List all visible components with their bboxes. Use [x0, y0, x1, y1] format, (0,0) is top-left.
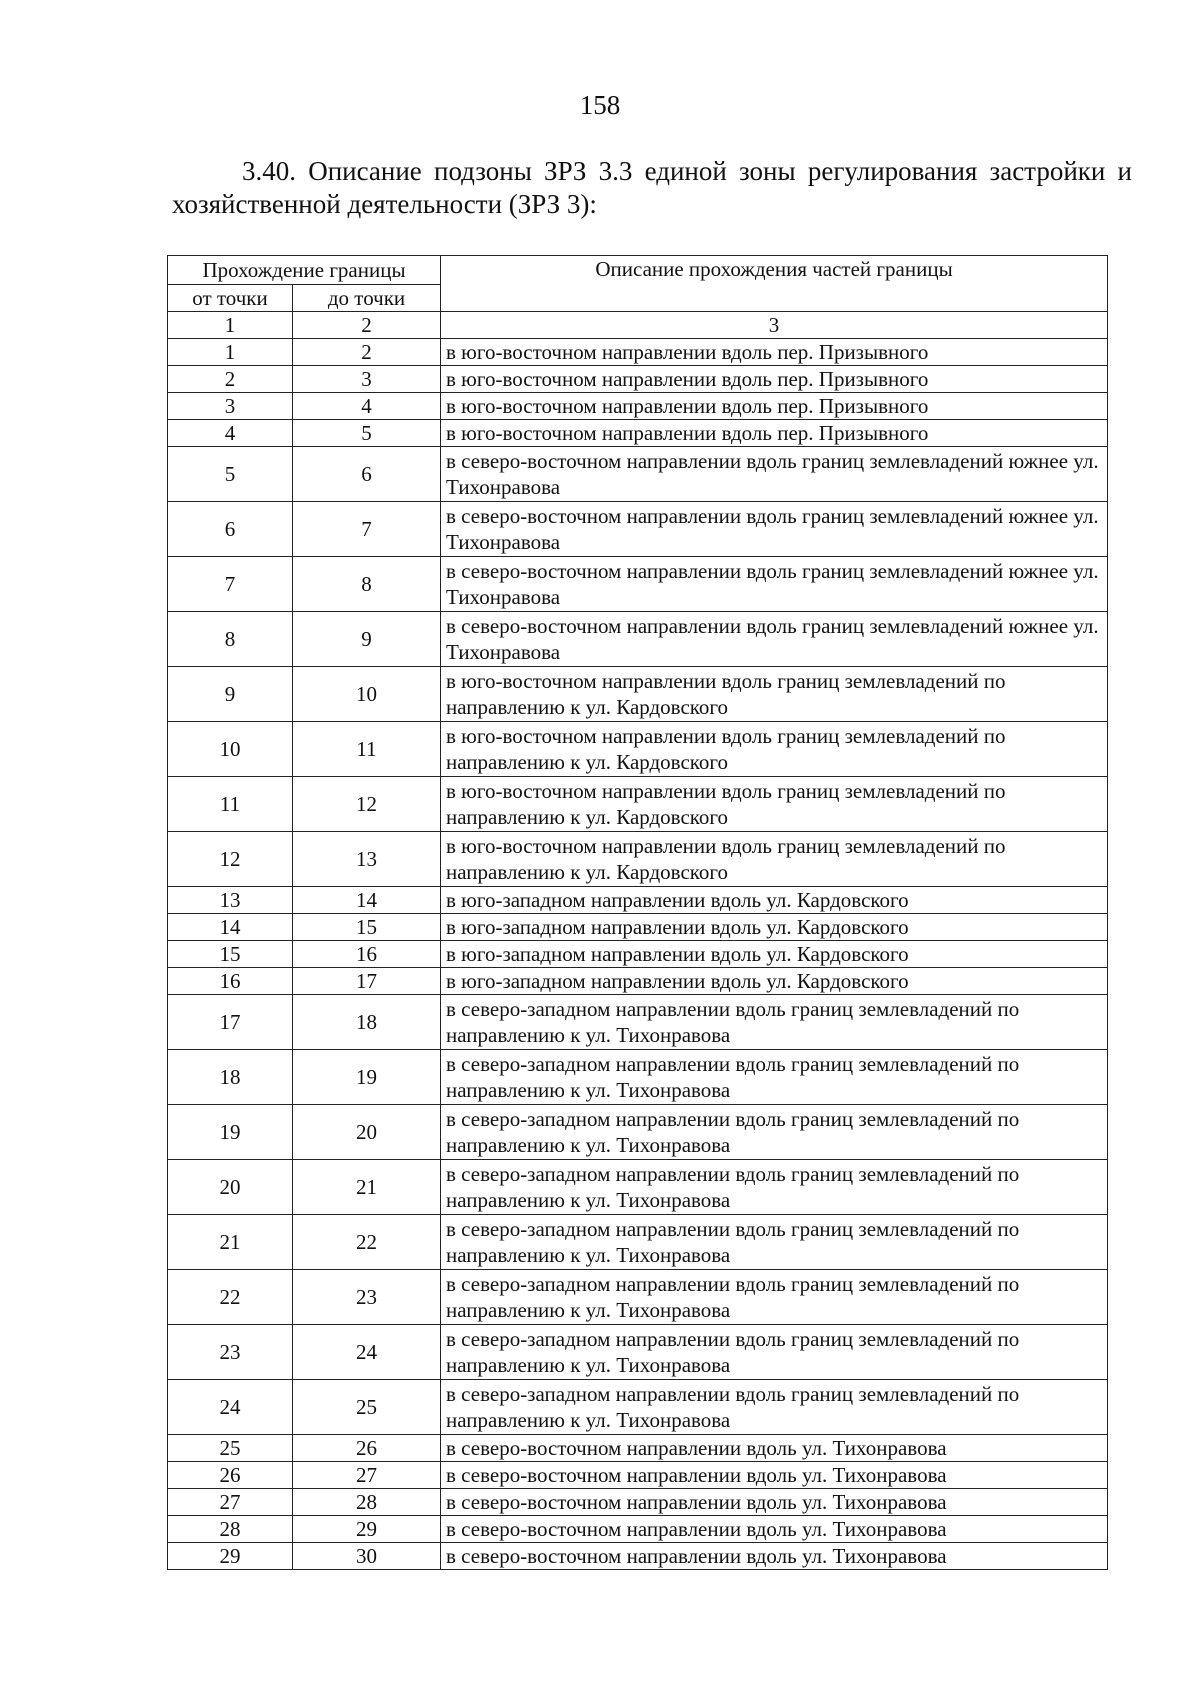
from-point-cell: 6	[168, 502, 293, 557]
to-point-cell: 17	[293, 968, 441, 995]
table-row	[168, 777, 1108, 832]
to-point-cell: 12	[293, 777, 441, 832]
to-point-cell: 2	[293, 339, 441, 366]
to-point-cell: 18	[293, 995, 441, 1050]
from-point-cell: 29	[168, 1543, 293, 1570]
description-cell: в юго-восточном направлении вдоль пер. Призывного	[441, 393, 1108, 420]
from-point-cell: 8	[168, 612, 293, 667]
description-cell: в юго-восточном направлении вдоль границ землевладений по направлению к ул. Кардовского	[441, 667, 1108, 722]
description-cell: в юго-западном направлении вдоль ул. Кардовского	[441, 941, 1108, 968]
description-cell: в северо-западном направлении вдоль границ землевладений по направлению к ул. Тихонравова	[441, 1325, 1108, 1380]
from-point-cell: 28	[168, 1516, 293, 1543]
description-cell: в северо-восточном направлении вдоль ул. Тихонравова	[441, 1435, 1108, 1462]
table-row	[168, 1050, 1108, 1105]
from-point-cell: 22	[168, 1270, 293, 1325]
from-point-cell: 24	[168, 1380, 293, 1435]
from-point-cell: 26	[168, 1462, 293, 1489]
table-row	[168, 914, 1108, 941]
table-row	[168, 1270, 1108, 1325]
table-row	[168, 722, 1108, 777]
to-point-cell: 14	[293, 887, 441, 914]
to-point-cell: 16	[293, 941, 441, 968]
description-cell: в северо-восточном направлении вдоль границ землевладений южнее ул. Тихонравова	[441, 502, 1108, 557]
table-row	[168, 1516, 1108, 1543]
from-point-cell: 14	[168, 914, 293, 941]
to-point-cell: 8	[293, 557, 441, 612]
description-cell: в северо-западном направлении вдоль границ землевладений по направлению к ул. Тихонравова	[441, 1160, 1108, 1215]
table-row	[168, 502, 1108, 557]
header-from-point: от точки	[168, 285, 293, 312]
section-title: 3.40. Описание подзоны ЗРЗ 3.3 единой зоны регулирования застройки и хозяйственной деятельности (ЗРЗ 3):	[172, 156, 1132, 219]
to-point-cell: 10	[293, 667, 441, 722]
table-row	[168, 447, 1108, 502]
description-cell: в юго-восточном направлении вдоль границ землевладений по направлению к ул. Кардовского	[441, 722, 1108, 777]
header-to-point: до точки	[293, 285, 441, 312]
description-cell: в юго-западном направлении вдоль ул. Кардовского	[441, 914, 1108, 941]
description-cell: в северо-западном направлении вдоль границ землевладений по направлению к ул. Тихонравова	[441, 1215, 1108, 1270]
table-row	[168, 1489, 1108, 1516]
to-point-cell: 20	[293, 1105, 441, 1160]
to-point-cell: 26	[293, 1435, 441, 1462]
table-row	[168, 1543, 1108, 1570]
description-cell: в юго-западном направлении вдоль ул. Кардовского	[441, 968, 1108, 995]
from-point-cell: 1	[168, 339, 293, 366]
to-point-cell: 19	[293, 1050, 441, 1105]
to-point-cell: 6	[293, 447, 441, 502]
description-cell: в северо-западном направлении вдоль границ землевладений по направлению к ул. Тихонравова	[441, 1105, 1108, 1160]
table-row	[168, 612, 1108, 667]
table-row	[168, 1380, 1108, 1435]
column-number-3: 3	[441, 312, 1108, 339]
description-cell: в юго-восточном направлении вдоль границ землевладений по направлению к ул. Кардовского	[441, 832, 1108, 887]
description-cell: в северо-восточном направлении вдоль ул. Тихонравова	[441, 1543, 1108, 1570]
from-point-cell: 27	[168, 1489, 293, 1516]
table-row	[168, 393, 1108, 420]
to-point-cell: 22	[293, 1215, 441, 1270]
description-cell: в юго-западном направлении вдоль ул. Кардовского	[441, 887, 1108, 914]
to-point-cell: 30	[293, 1543, 441, 1570]
to-point-cell: 5	[293, 420, 441, 447]
to-point-cell: 24	[293, 1325, 441, 1380]
to-point-cell: 21	[293, 1160, 441, 1215]
table-row	[168, 887, 1108, 914]
description-cell: в юго-восточном направлении вдоль пер. Призывного	[441, 339, 1108, 366]
description-cell: в северо-восточном направлении вдоль ул. Тихонравова	[441, 1516, 1108, 1543]
to-point-cell: 3	[293, 366, 441, 393]
header-boundary-passage: Прохождение границы	[168, 256, 441, 285]
from-point-cell: 11	[168, 777, 293, 832]
table-row	[168, 995, 1108, 1050]
table-row	[168, 1160, 1108, 1215]
to-point-cell: 4	[293, 393, 441, 420]
from-point-cell: 4	[168, 420, 293, 447]
from-point-cell: 13	[168, 887, 293, 914]
description-cell: в юго-восточном направлении вдоль пер. Призывного	[441, 420, 1108, 447]
table-row	[168, 557, 1108, 612]
from-point-cell: 2	[168, 366, 293, 393]
to-point-cell: 29	[293, 1516, 441, 1543]
to-point-cell: 27	[293, 1462, 441, 1489]
from-point-cell: 21	[168, 1215, 293, 1270]
to-point-cell: 23	[293, 1270, 441, 1325]
table-row	[168, 420, 1108, 447]
from-point-cell: 23	[168, 1325, 293, 1380]
to-point-cell: 7	[293, 502, 441, 557]
description-cell: в юго-восточном направлении вдоль границ землевладений по направлению к ул. Кардовского	[441, 777, 1108, 832]
from-point-cell: 5	[168, 447, 293, 502]
to-point-cell: 28	[293, 1489, 441, 1516]
header-description: Описание прохождения частей границы	[441, 256, 1108, 312]
to-point-cell: 13	[293, 832, 441, 887]
table-row	[168, 941, 1108, 968]
description-cell: в северо-восточном направлении вдоль границ землевладений южнее ул. Тихонравова	[441, 557, 1108, 612]
from-point-cell: 19	[168, 1105, 293, 1160]
description-cell: в северо-восточном направлении вдоль границ землевладений южнее ул. Тихонравова	[441, 447, 1108, 502]
from-point-cell: 20	[168, 1160, 293, 1215]
table-row	[168, 1325, 1108, 1380]
from-point-cell: 18	[168, 1050, 293, 1105]
table-row	[168, 1105, 1108, 1160]
description-cell: в северо-восточном направлении вдоль ул. Тихонравова	[441, 1489, 1108, 1516]
from-point-cell: 12	[168, 832, 293, 887]
table-row	[168, 1215, 1108, 1270]
from-point-cell: 9	[168, 667, 293, 722]
from-point-cell: 3	[168, 393, 293, 420]
table-row	[168, 667, 1108, 722]
to-point-cell: 15	[293, 914, 441, 941]
description-cell: в северо-западном направлении вдоль границ землевладений по направлению к ул. Тихонравова	[441, 1050, 1108, 1105]
description-cell: в северо-западном направлении вдоль границ землевладений по направлению к ул. Тихонравова	[441, 995, 1108, 1050]
description-cell: в северо-западном направлении вдоль границ землевладений по направлению к ул. Тихонравова	[441, 1380, 1108, 1435]
from-point-cell: 7	[168, 557, 293, 612]
from-point-cell: 16	[168, 968, 293, 995]
table-row	[168, 339, 1108, 366]
description-cell: в северо-восточном направлении вдоль ул. Тихонравова	[441, 1462, 1108, 1489]
from-point-cell: 17	[168, 995, 293, 1050]
table-row	[168, 1462, 1108, 1489]
table-row	[168, 1435, 1108, 1462]
from-point-cell: 15	[168, 941, 293, 968]
from-point-cell: 10	[168, 722, 293, 777]
to-point-cell: 11	[293, 722, 441, 777]
table-row	[168, 366, 1108, 393]
description-cell: в юго-восточном направлении вдоль пер. Призывного	[441, 366, 1108, 393]
column-number-1: 1	[168, 312, 293, 339]
to-point-cell: 25	[293, 1380, 441, 1435]
boundary-table	[167, 255, 1108, 1570]
table-row	[168, 832, 1108, 887]
table-row	[168, 968, 1108, 995]
to-point-cell: 9	[293, 612, 441, 667]
column-number-2: 2	[293, 312, 441, 339]
description-cell: в северо-западном направлении вдоль границ землевладений по направлению к ул. Тихонравова	[441, 1270, 1108, 1325]
from-point-cell: 25	[168, 1435, 293, 1462]
description-cell: в северо-восточном направлении вдоль границ землевладений южнее ул. Тихонравова	[441, 612, 1108, 667]
table-body	[168, 339, 1108, 1570]
page-number: 158	[579, 90, 621, 120]
